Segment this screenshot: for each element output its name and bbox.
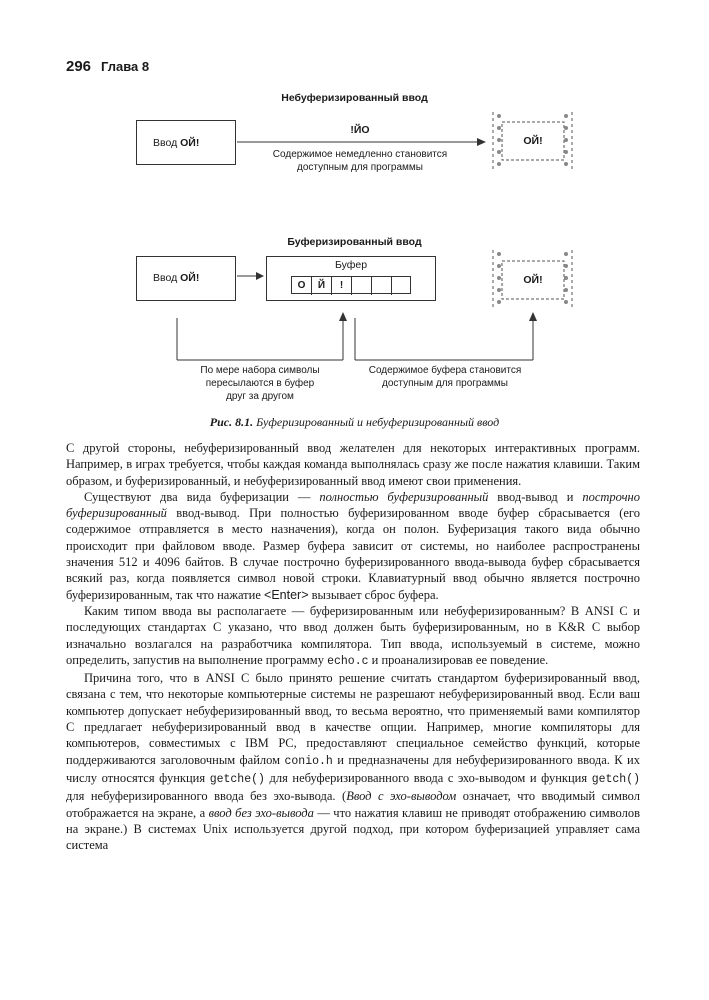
emphasis: построчно буферизированный xyxy=(66,489,640,521)
code-function: getch() xyxy=(591,772,641,786)
unbuffered-arrow-caption-line-2: доступным для программы xyxy=(297,162,423,173)
paragraph xyxy=(66,489,640,603)
buffer-cell xyxy=(352,277,372,295)
input-word: ОЙ! xyxy=(180,137,200,149)
figure-caption xyxy=(0,415,709,430)
key-name: <Enter> xyxy=(264,587,309,602)
code-filename: conio.h xyxy=(284,754,333,768)
input-label: Ввод xyxy=(153,137,181,149)
left-bracket-arrowhead xyxy=(339,312,347,321)
buffered-right-note xyxy=(350,364,540,390)
buffer-cell: О xyxy=(292,277,312,295)
text-run: Причина того, что в ANSI C было принято решение считать стандартом буферизированный ввод, связана с тем, что некоторые компьютерные системы не разрешают небуферизированный ввод. Если ваш компьютер допускает небуферизированный ввод, то весьма вероятно, что применяемый вами компилятор C предлагает небуферизированный ввод в качестве опции. Например, многие компиляторы для компьютеров, совместимых с IBM PC, предоставляют специальное семейство функций, которые поддерживаются заголовочным файлом xyxy=(66,671,640,767)
figure-caption-text: Буферизированный и небуферизированный ввод xyxy=(253,415,500,429)
buffered-left-note xyxy=(178,364,342,403)
unbuffered-arrow-caption-line-1: Содержимое немедленно становится xyxy=(272,149,448,160)
emphasis: Ввод с эхо-выводом xyxy=(346,789,457,804)
unbuffered-arrow-caption xyxy=(240,148,480,174)
buffered-arrowhead-1 xyxy=(256,272,264,280)
left-note-line-3: друг за другом xyxy=(226,391,294,402)
buffered-title: Буферизированный ввод xyxy=(287,236,422,248)
text-run: и проанализировав ее поведение. xyxy=(368,652,549,667)
text-run: и предназначены для небуферизированного ввода. К их числу относятся функция xyxy=(66,752,640,785)
buffer-box xyxy=(266,256,436,301)
input-word: ОЙ! xyxy=(180,272,200,284)
text-run: ввод-вывод. При полностью буферизированном вводе буфер сбрасывается (его содержимое отправляется в место назначения), когда он полон. Буферизация такого вида обычно происходит при файловом вводе. Размер буфера зависит от системы, но наиболее распространены значения 512 и 4096 байтов. В случае построчно буферизированного ввода-вывода буфер сбрасывается всякий раз, когда появляется символ новой строки. Клавиатурный ввод обычно является построчно буферизированным, так что нажатие xyxy=(66,506,640,602)
input-label: Ввод xyxy=(153,272,181,284)
buffer-cell: Й xyxy=(312,277,332,295)
text-run: для небуферизированного ввода без эхо-вывода. ( xyxy=(66,789,347,804)
unbuffered-title: Небуферизированный ввод xyxy=(281,92,428,104)
body-text xyxy=(66,440,640,853)
buffered-input-box xyxy=(136,256,236,301)
buffer-cells xyxy=(291,276,411,294)
buffered-input-text xyxy=(153,272,199,284)
unbuffered-output-word: ОЙ! xyxy=(523,135,543,147)
buffer-label: Буфер xyxy=(334,259,368,271)
emphasis: ввод без эхо-вывода xyxy=(208,805,314,820)
chapter-title: Глава 8 xyxy=(101,59,150,74)
page-number: 296 xyxy=(66,58,92,75)
left-note-line-1: По мере набора символы xyxy=(200,365,320,376)
paragraph xyxy=(66,440,640,489)
paragraph xyxy=(66,670,640,853)
text-run: означает, что вводимый символ отображается на экране, а xyxy=(66,789,641,820)
right-note-line-2: доступным для программы xyxy=(382,378,508,389)
text-run: для небуферизированного ввода с эхо-выводом и функция xyxy=(264,770,592,785)
buffer-cell xyxy=(372,277,392,295)
text-run: вызывает сброс буфера. xyxy=(308,587,439,602)
figure-number: Рис. 8.1. xyxy=(209,415,254,429)
right-bracket-arrowhead xyxy=(529,312,537,321)
unbuffered-arrow-char: !ЙО xyxy=(350,124,370,136)
left-note-line-2: пересылаются в буфер xyxy=(205,378,315,389)
text-run: Существуют два вида буферизации — xyxy=(84,489,320,504)
emphasis: полностью буферизированный xyxy=(319,489,489,504)
buffer-cell xyxy=(392,277,412,295)
buffered-output-word: ОЙ! xyxy=(523,274,543,286)
figure-lines xyxy=(0,0,709,420)
code-filename: echo.c xyxy=(327,654,369,668)
text-run: Каким типом ввода вы располагаете — буферизированным или небуферизированным? В ANSI C и последующих стандартах C указано, что ввод должен быть буферизированным, но в K&R C выбор изначально возлагался на разработчика компилятора. Тип ввода, используемый в системе, можно определить, запустив на выполнение программу xyxy=(66,603,640,667)
code-function: getche() xyxy=(209,772,265,786)
text-run: ввод-вывод и xyxy=(488,489,583,504)
text-run: — что нажатия клавиш не приводят отображению символов на экране.) В системах Unix используется другой подход, при котором буферизацией управляет сама система xyxy=(66,805,640,853)
right-note-line-1: Содержимое буфера становится xyxy=(368,365,522,376)
buffer-cell: ! xyxy=(332,277,352,295)
paragraph-text: С другой стороны, небуферизированный ввод желателен для некоторых интерактивных программ. Например, в играх требуется, чтобы каждая команда выполнялась сразу же после нажатия клавиши. Таким образом, и буферизированный, и небуферизированный ввод имеют свои применения. xyxy=(66,441,640,488)
unbuffered-arrowhead xyxy=(477,138,486,146)
paragraph xyxy=(66,603,640,670)
